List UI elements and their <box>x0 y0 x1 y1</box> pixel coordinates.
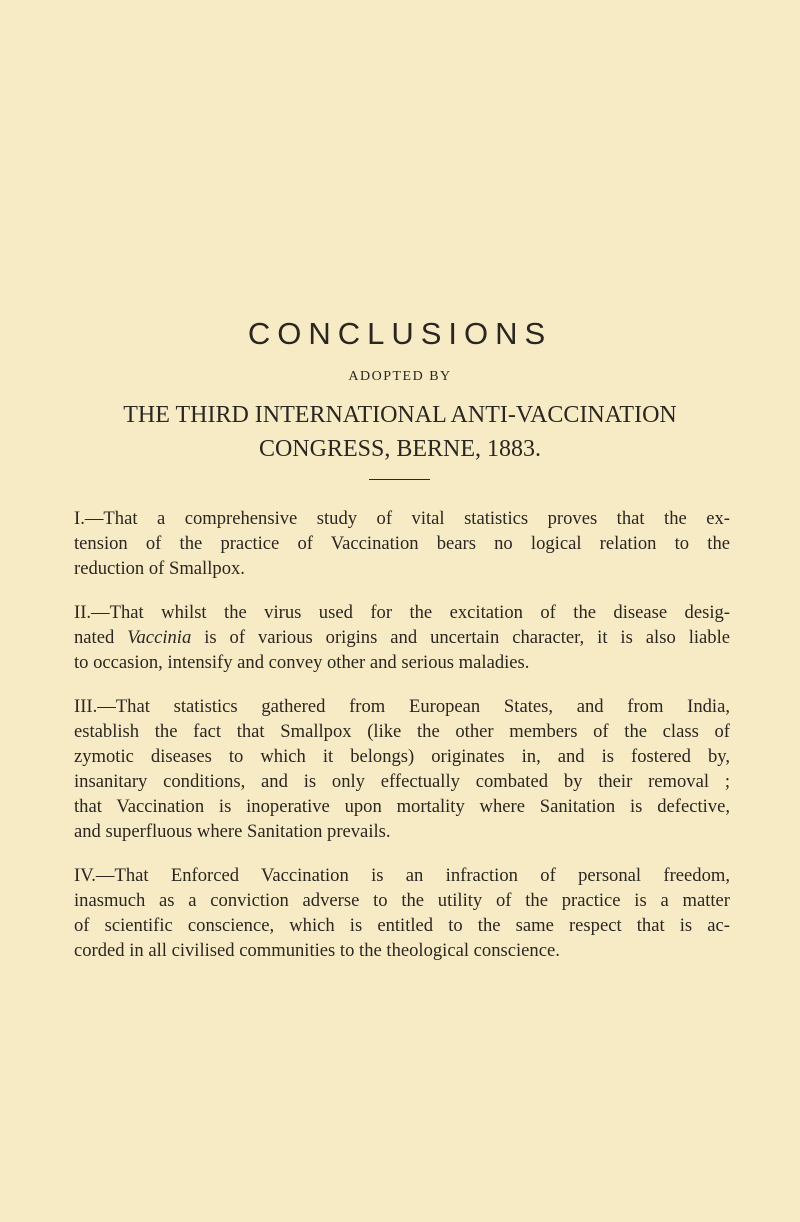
text-line: to occasion, intensify and convey other and serious maladies. <box>74 652 530 673</box>
congress-title-line-2: CONGRESS, BERNE, 1883. <box>258 436 542 462</box>
congress-title <box>0 398 800 466</box>
text-fragment: nated <box>74 627 128 648</box>
text-line: IV.—That Enforced Vaccination is an infraction of personal freedom, <box>74 865 730 886</box>
text-line: insanitary conditions, and is only effectually combated by their removal ; <box>74 771 730 792</box>
text-line: I.—That a comprehensive study of vital statistics proves that the ex- <box>74 508 730 529</box>
adopted-by-line: ADOPTED BY <box>348 369 452 384</box>
text-line: and superfluous where Sanitation prevails. <box>74 821 391 842</box>
congress-title-line-1: THE THIRD INTERNATIONAL ANTI-VACCINATION <box>123 402 677 428</box>
text-line: zymotic diseases to which it belongs) originates in, and is fostered by, <box>74 746 730 767</box>
italic-term-vaccinia: Vaccinia <box>127 627 192 648</box>
conclusions-body <box>74 506 730 982</box>
conclusion-paragraph-2 <box>74 600 730 675</box>
text-line: that Vaccination is inoperative upon mortality where Sanitation is defective, <box>74 796 730 817</box>
text-line: reduction of Smallpox. <box>74 558 245 579</box>
page-title: CONCLUSIONS <box>247 316 553 351</box>
text-line: of scientific conscience, which is entitled to the same respect that is ac- <box>74 915 730 936</box>
text-line <box>74 625 730 650</box>
text-line: II.—That whilst the virus used for the excitation of the disease desig- <box>74 602 730 623</box>
text-line: establish the fact that Smallpox (like the other members of the class of <box>74 721 730 742</box>
text-line: corded in all civilised communities to the theological conscience. <box>74 940 560 961</box>
text-line: tension of the practice of Vaccination bears no logical relation to the <box>74 533 730 554</box>
text-line: inasmuch as a conviction adverse to the utility of the practice is a matter <box>74 890 730 911</box>
text-line: III.—That statistics gathered from European States, and from India, <box>74 696 730 717</box>
divider-rule <box>369 479 430 480</box>
text-fragment: is of various origins and uncertain character, it is also liable <box>191 627 730 648</box>
conclusion-paragraph-1 <box>74 506 730 581</box>
conclusion-paragraph-3 <box>74 694 730 844</box>
conclusion-paragraph-4 <box>74 863 730 963</box>
